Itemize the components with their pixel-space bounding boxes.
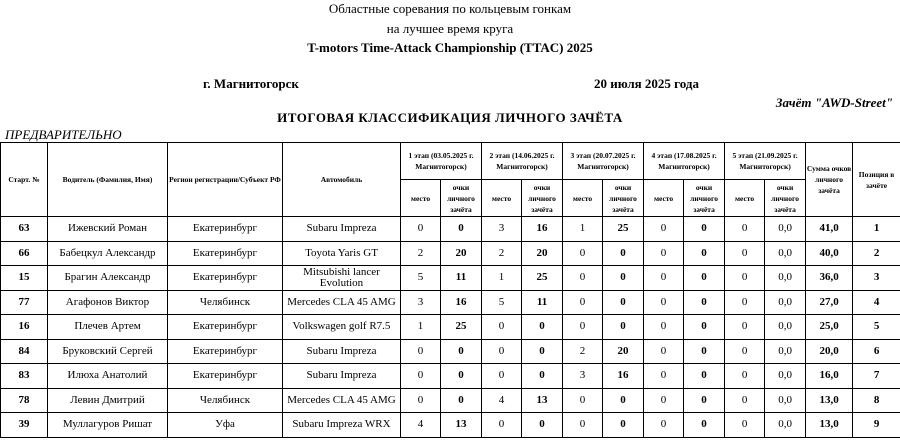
stage-points: 0 — [441, 388, 482, 413]
stage-points: 0,0 — [765, 217, 806, 242]
stage-place: 0 — [725, 413, 765, 438]
stage-points: 16 — [441, 290, 482, 315]
stage-place: 3 — [482, 217, 522, 242]
total-points: 27,0 — [806, 290, 853, 315]
stage-points: 0 — [522, 364, 563, 389]
car: Subaru Impreza — [283, 364, 401, 389]
table-row — [1, 339, 900, 364]
stage-points: 0 — [684, 266, 725, 291]
start-number: 63 — [1, 217, 48, 242]
stage-place: 0 — [725, 315, 765, 340]
total-points: 13,0 — [806, 413, 853, 438]
stage-place: 0 — [644, 413, 684, 438]
start-number: 15 — [1, 266, 48, 291]
header-place: место — [644, 180, 684, 217]
header-stage-1: 1 этап (03.05.2025 г. Магнитогорск) — [401, 143, 482, 180]
start-number: 83 — [1, 364, 48, 389]
stage-place: 0 — [482, 413, 522, 438]
total-points: 16,0 — [806, 364, 853, 389]
final-position: 5 — [853, 315, 900, 340]
region: Екатеринбург — [168, 241, 283, 266]
car: Volkswagen golf R7.5 — [283, 315, 401, 340]
car: Subaru Impreza WRX — [283, 413, 401, 438]
table-row — [1, 266, 900, 291]
header-region: Регион регистрации/Субъект РФ — [168, 143, 283, 217]
car: Subaru Impreza — [283, 217, 401, 242]
stage-points: 0 — [684, 315, 725, 340]
driver-name: Брагин Александр — [48, 266, 168, 291]
stage-points: 0 — [684, 413, 725, 438]
stage-points: 13 — [441, 413, 482, 438]
start-number: 66 — [1, 241, 48, 266]
stage-place: 1 — [401, 315, 441, 340]
stage-place: 5 — [482, 290, 522, 315]
stage-points: 0 — [603, 315, 644, 340]
final-position: 9 — [853, 413, 900, 438]
region: Челябинск — [168, 290, 283, 315]
header-place: место — [563, 180, 603, 217]
header-stage-2: 2 этап (14.06.2025 г. Магнитогорск) — [482, 143, 563, 180]
stage-place: 0 — [725, 241, 765, 266]
stage-points: 0 — [522, 339, 563, 364]
stage-place: 4 — [482, 388, 522, 413]
stage-place: 0 — [644, 266, 684, 291]
header-points: очки личного зачёта — [765, 180, 806, 217]
final-position: 8 — [853, 388, 900, 413]
stage-points: 0 — [603, 388, 644, 413]
city-label: г. Магнитогорск — [203, 76, 299, 91]
region: Челябинск — [168, 388, 283, 413]
stage-points: 0 — [684, 339, 725, 364]
stage-points: 0,0 — [765, 413, 806, 438]
stage-place: 0 — [401, 388, 441, 413]
stage-points: 16 — [603, 364, 644, 389]
stage-points: 0 — [684, 364, 725, 389]
stage-points: 0 — [441, 364, 482, 389]
header-position: Позиция в зачёте — [853, 143, 900, 217]
stage-points: 0 — [441, 339, 482, 364]
stage-place: 0 — [725, 339, 765, 364]
start-number: 39 — [1, 413, 48, 438]
stage-place: 0 — [563, 290, 603, 315]
car: Mercedes CLA 45 AMG — [283, 388, 401, 413]
stage-points: 11 — [441, 266, 482, 291]
stage-place: 1 — [563, 217, 603, 242]
stage-place: 0 — [401, 364, 441, 389]
stage-points: 0 — [684, 241, 725, 266]
stage-points: 25 — [522, 266, 563, 291]
stage-points: 0,0 — [765, 241, 806, 266]
classification-title: ИТОГОВАЯ КЛАССИФИКАЦИЯ ЛИЧНОГО ЗАЧЁТА — [277, 110, 623, 125]
stage-place: 0 — [482, 364, 522, 389]
table-row — [1, 290, 900, 315]
header-place: место — [401, 180, 441, 217]
table-row — [1, 388, 900, 413]
stage-points: 16 — [522, 217, 563, 242]
stage-points: 0,0 — [765, 266, 806, 291]
stage-place: 0 — [482, 315, 522, 340]
stage-place: 0 — [725, 290, 765, 315]
table-row — [1, 315, 900, 340]
car: Subaru Impreza — [283, 339, 401, 364]
header-points: очки личного зачёта — [441, 180, 482, 217]
stage-place: 0 — [401, 217, 441, 242]
preliminary-label: ПРЕДВАРИТЕЛЬНО — [5, 127, 122, 142]
stage-points: 20 — [603, 339, 644, 364]
region: Екатеринбург — [168, 339, 283, 364]
stage-place: 4 — [401, 413, 441, 438]
driver-name: Бруковский Сергей — [48, 339, 168, 364]
header-stage-4: 4 этап (17.08.2025 г. Магнитогорск) — [644, 143, 725, 180]
final-position: 2 — [853, 241, 900, 266]
stage-points: 25 — [603, 217, 644, 242]
stage-place: 3 — [563, 364, 603, 389]
region: Екатеринбург — [168, 364, 283, 389]
final-position: 7 — [853, 364, 900, 389]
table-row — [1, 413, 900, 438]
stage-points: 0 — [684, 217, 725, 242]
stage-points: 0 — [603, 241, 644, 266]
total-points: 25,0 — [806, 315, 853, 340]
stage-place: 2 — [401, 241, 441, 266]
stage-place: 0 — [644, 339, 684, 364]
championship-title: T-motors Time-Attack Championship (TTAC) 2025 — [307, 40, 593, 55]
stage-place: 1 — [482, 266, 522, 291]
table-row — [1, 364, 900, 389]
stage-place: 0 — [401, 339, 441, 364]
stage-points: 0,0 — [765, 339, 806, 364]
header-stage-3: 3 этап (20.07.2025 г. Магнитогорск) — [563, 143, 644, 180]
event-title-line-1: Областные соревания по кольцевым гонкам — [328, 1, 572, 16]
final-position: 1 — [853, 217, 900, 242]
stage-place: 2 — [482, 241, 522, 266]
driver-name: Муллагуров Ришат — [48, 413, 168, 438]
header-place: место — [725, 180, 765, 217]
stage-points: 25 — [441, 315, 482, 340]
start-number: 78 — [1, 388, 48, 413]
final-position: 3 — [853, 266, 900, 291]
driver-name: Бабецкул Александр — [48, 241, 168, 266]
stage-place: 0 — [563, 315, 603, 340]
header-total: Сумма очков личного зачёта — [806, 143, 853, 217]
stage-points: 11 — [522, 290, 563, 315]
driver-name: Плечев Артем — [48, 315, 168, 340]
results-table — [0, 142, 900, 438]
stage-place: 0 — [482, 339, 522, 364]
stage-points: 20 — [441, 241, 482, 266]
driver-name: Агафонов Виктор — [48, 290, 168, 315]
stage-points: 0 — [522, 413, 563, 438]
final-position: 4 — [853, 290, 900, 315]
stage-place: 0 — [644, 364, 684, 389]
total-points: 41,0 — [806, 217, 853, 242]
stage-points: 0,0 — [765, 315, 806, 340]
stage-points: 0,0 — [765, 388, 806, 413]
total-points: 40,0 — [806, 241, 853, 266]
driver-name: Левин Дмитрий — [48, 388, 168, 413]
header-start-no: Старт. № — [1, 143, 48, 217]
header-place: место — [482, 180, 522, 217]
total-points: 20,0 — [806, 339, 853, 364]
region: Екатеринбург — [168, 266, 283, 291]
stage-place: 0 — [563, 413, 603, 438]
stage-place: 0 — [725, 217, 765, 242]
driver-name: Илюха Анатолий — [48, 364, 168, 389]
header-car: Автомобиль — [283, 143, 401, 217]
table-row — [1, 241, 900, 266]
event-title-line-2: на лучшее время круга — [386, 21, 514, 36]
stage-points: 0 — [684, 290, 725, 315]
stage-place: 0 — [644, 290, 684, 315]
start-number: 77 — [1, 290, 48, 315]
table-row — [1, 217, 900, 242]
stage-points: 0 — [684, 388, 725, 413]
stage-place: 0 — [563, 266, 603, 291]
total-points: 36,0 — [806, 266, 853, 291]
header-points: очки личного зачёта — [603, 180, 644, 217]
stage-points: 0,0 — [765, 290, 806, 315]
total-points: 13,0 — [806, 388, 853, 413]
stage-place: 5 — [401, 266, 441, 291]
header-points: очки личного зачёта — [522, 180, 563, 217]
stage-place: 0 — [644, 315, 684, 340]
stage-place: 0 — [563, 241, 603, 266]
region: Екатеринбург — [168, 217, 283, 242]
region: Екатеринбург — [168, 315, 283, 340]
stage-points: 13 — [522, 388, 563, 413]
region: Уфа — [168, 413, 283, 438]
stage-points: 0 — [522, 315, 563, 340]
header-driver: Водитель (Фамилия, Имя) — [48, 143, 168, 217]
start-number: 84 — [1, 339, 48, 364]
final-position: 6 — [853, 339, 900, 364]
car: Mercedes CLA 45 AMG — [283, 290, 401, 315]
header-points: очки личного зачёта — [684, 180, 725, 217]
stage-points: 0 — [603, 290, 644, 315]
stage-place: 0 — [644, 388, 684, 413]
event-date: 20 июля 2025 года — [594, 76, 699, 91]
start-number: 16 — [1, 315, 48, 340]
stage-points: 0 — [603, 413, 644, 438]
stage-place: 0 — [644, 241, 684, 266]
stage-points: 20 — [522, 241, 563, 266]
stage-place: 0 — [725, 266, 765, 291]
stage-points: 0 — [603, 266, 644, 291]
stage-points: 0,0 — [765, 364, 806, 389]
header-stage-5: 5 этап (21.09.2025 г. Магнитогорск) — [725, 143, 806, 180]
stage-place: 0 — [725, 388, 765, 413]
stage-place: 0 — [644, 217, 684, 242]
driver-name: Ижевский Роман — [48, 217, 168, 242]
car: Toyota Yaris GT — [283, 241, 401, 266]
class-label: Зачёт "AWD-Street" — [775, 95, 893, 110]
stage-place: 0 — [563, 388, 603, 413]
stage-place: 2 — [563, 339, 603, 364]
stage-place: 3 — [401, 290, 441, 315]
stage-points: 0 — [441, 217, 482, 242]
stage-place: 0 — [725, 364, 765, 389]
car: Mitsubishi lancer Evolution — [283, 266, 401, 291]
